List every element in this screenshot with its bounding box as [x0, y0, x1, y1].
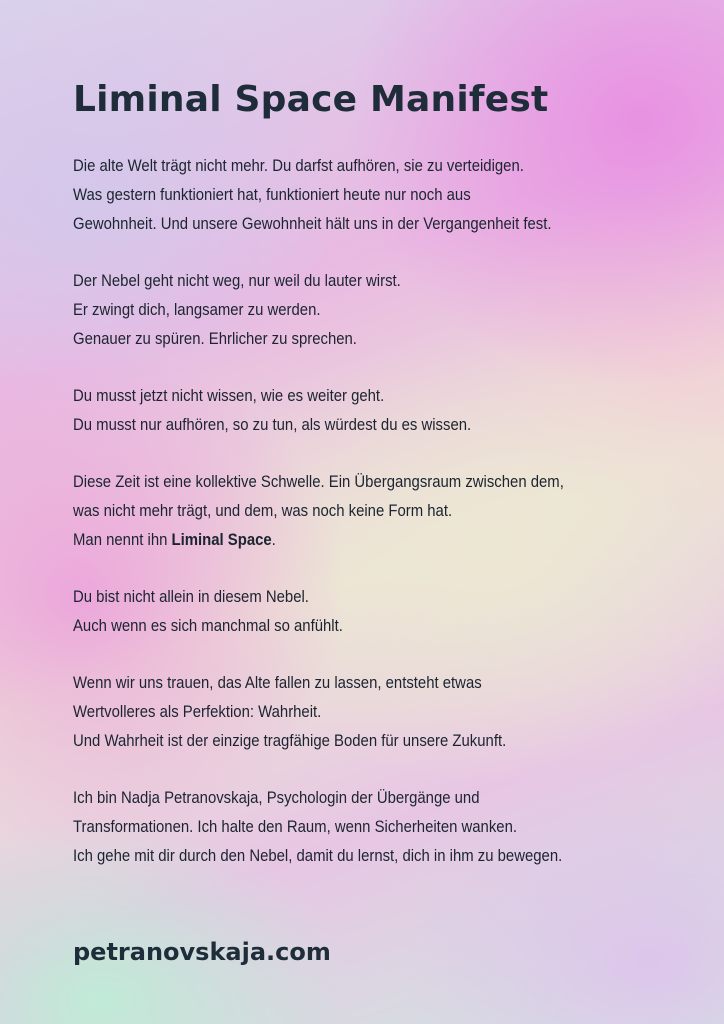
page-title: Liminal Space Manifest [73, 79, 549, 120]
website-url: petranovskaja.com [73, 938, 331, 966]
line-prefix: Man nennt ihn [73, 531, 172, 549]
paragraph-line-liminal [73, 526, 699, 555]
paragraph-3 [73, 382, 699, 440]
paragraph-line: Auch wenn es sich manchmal so anfühlt. [73, 617, 343, 635]
line-suffix: . [271, 531, 276, 549]
paragraph-1 [73, 152, 699, 239]
paragraph-line: Ich gehe mit dir durch den Nebel, damit du lernst, dich in ihm zu bewegen. [73, 847, 563, 865]
paragraph-line: Er zwingt dich, langsamer zu werden. [73, 301, 321, 319]
paragraph-line: Wenn wir uns trauen, das Alte fallen zu lassen, entsteht etwas [73, 674, 482, 692]
paragraph-line: Du bist nicht allein in diesem Nebel. [73, 588, 309, 606]
paragraph-5 [73, 583, 699, 641]
paragraph-line: Diese Zeit ist eine kollektive Schwelle. Ein Übergangsraum zwischen dem, [73, 473, 564, 491]
liminal-space-term: Liminal Space [171, 531, 272, 549]
paragraph-line: Der Nebel geht nicht weg, nur weil du lauter wirst. [73, 272, 401, 290]
paragraph-7 [73, 784, 699, 871]
paragraph-line: Was gestern funktioniert hat, funktioniert heute nur noch aus [73, 186, 471, 204]
paragraph-4 [73, 468, 699, 555]
paragraph-line: Ich bin Nadja Petranovskaja, Psychologin der Übergänge und [73, 789, 480, 807]
paragraph-line: Gewohnheit. Und unsere Gewohnheit hält uns in der Vergangenheit fest. [73, 215, 552, 233]
paragraph-line: Du musst nur aufhören, so zu tun, als würdest du es wissen. [73, 416, 472, 434]
paragraph-line: Genauer zu spüren. Ehrlicher zu sprechen. [73, 330, 357, 348]
paragraph-line: Transformationen. Ich halte den Raum, wenn Sicherheiten wanken. [73, 818, 518, 836]
paragraph-2 [73, 267, 699, 354]
manifest-body [73, 152, 693, 871]
paragraph-line: Du musst jetzt nicht wissen, wie es weiter geht. [73, 387, 385, 405]
paragraph-line: Und Wahrheit ist der einzige tragfähige Boden für unsere Zukunft. [73, 732, 507, 750]
paragraph-line: was nicht mehr trägt, und dem, was noch keine Form hat. [73, 502, 453, 520]
paragraph-line: Die alte Welt trägt nicht mehr. Du darfst aufhören, sie zu verteidigen. [73, 157, 524, 175]
paragraph-6 [73, 669, 699, 756]
manifest-page [73, 78, 693, 899]
paragraph-line: Wertvolleres als Perfektion: Wahrheit. [73, 703, 322, 721]
